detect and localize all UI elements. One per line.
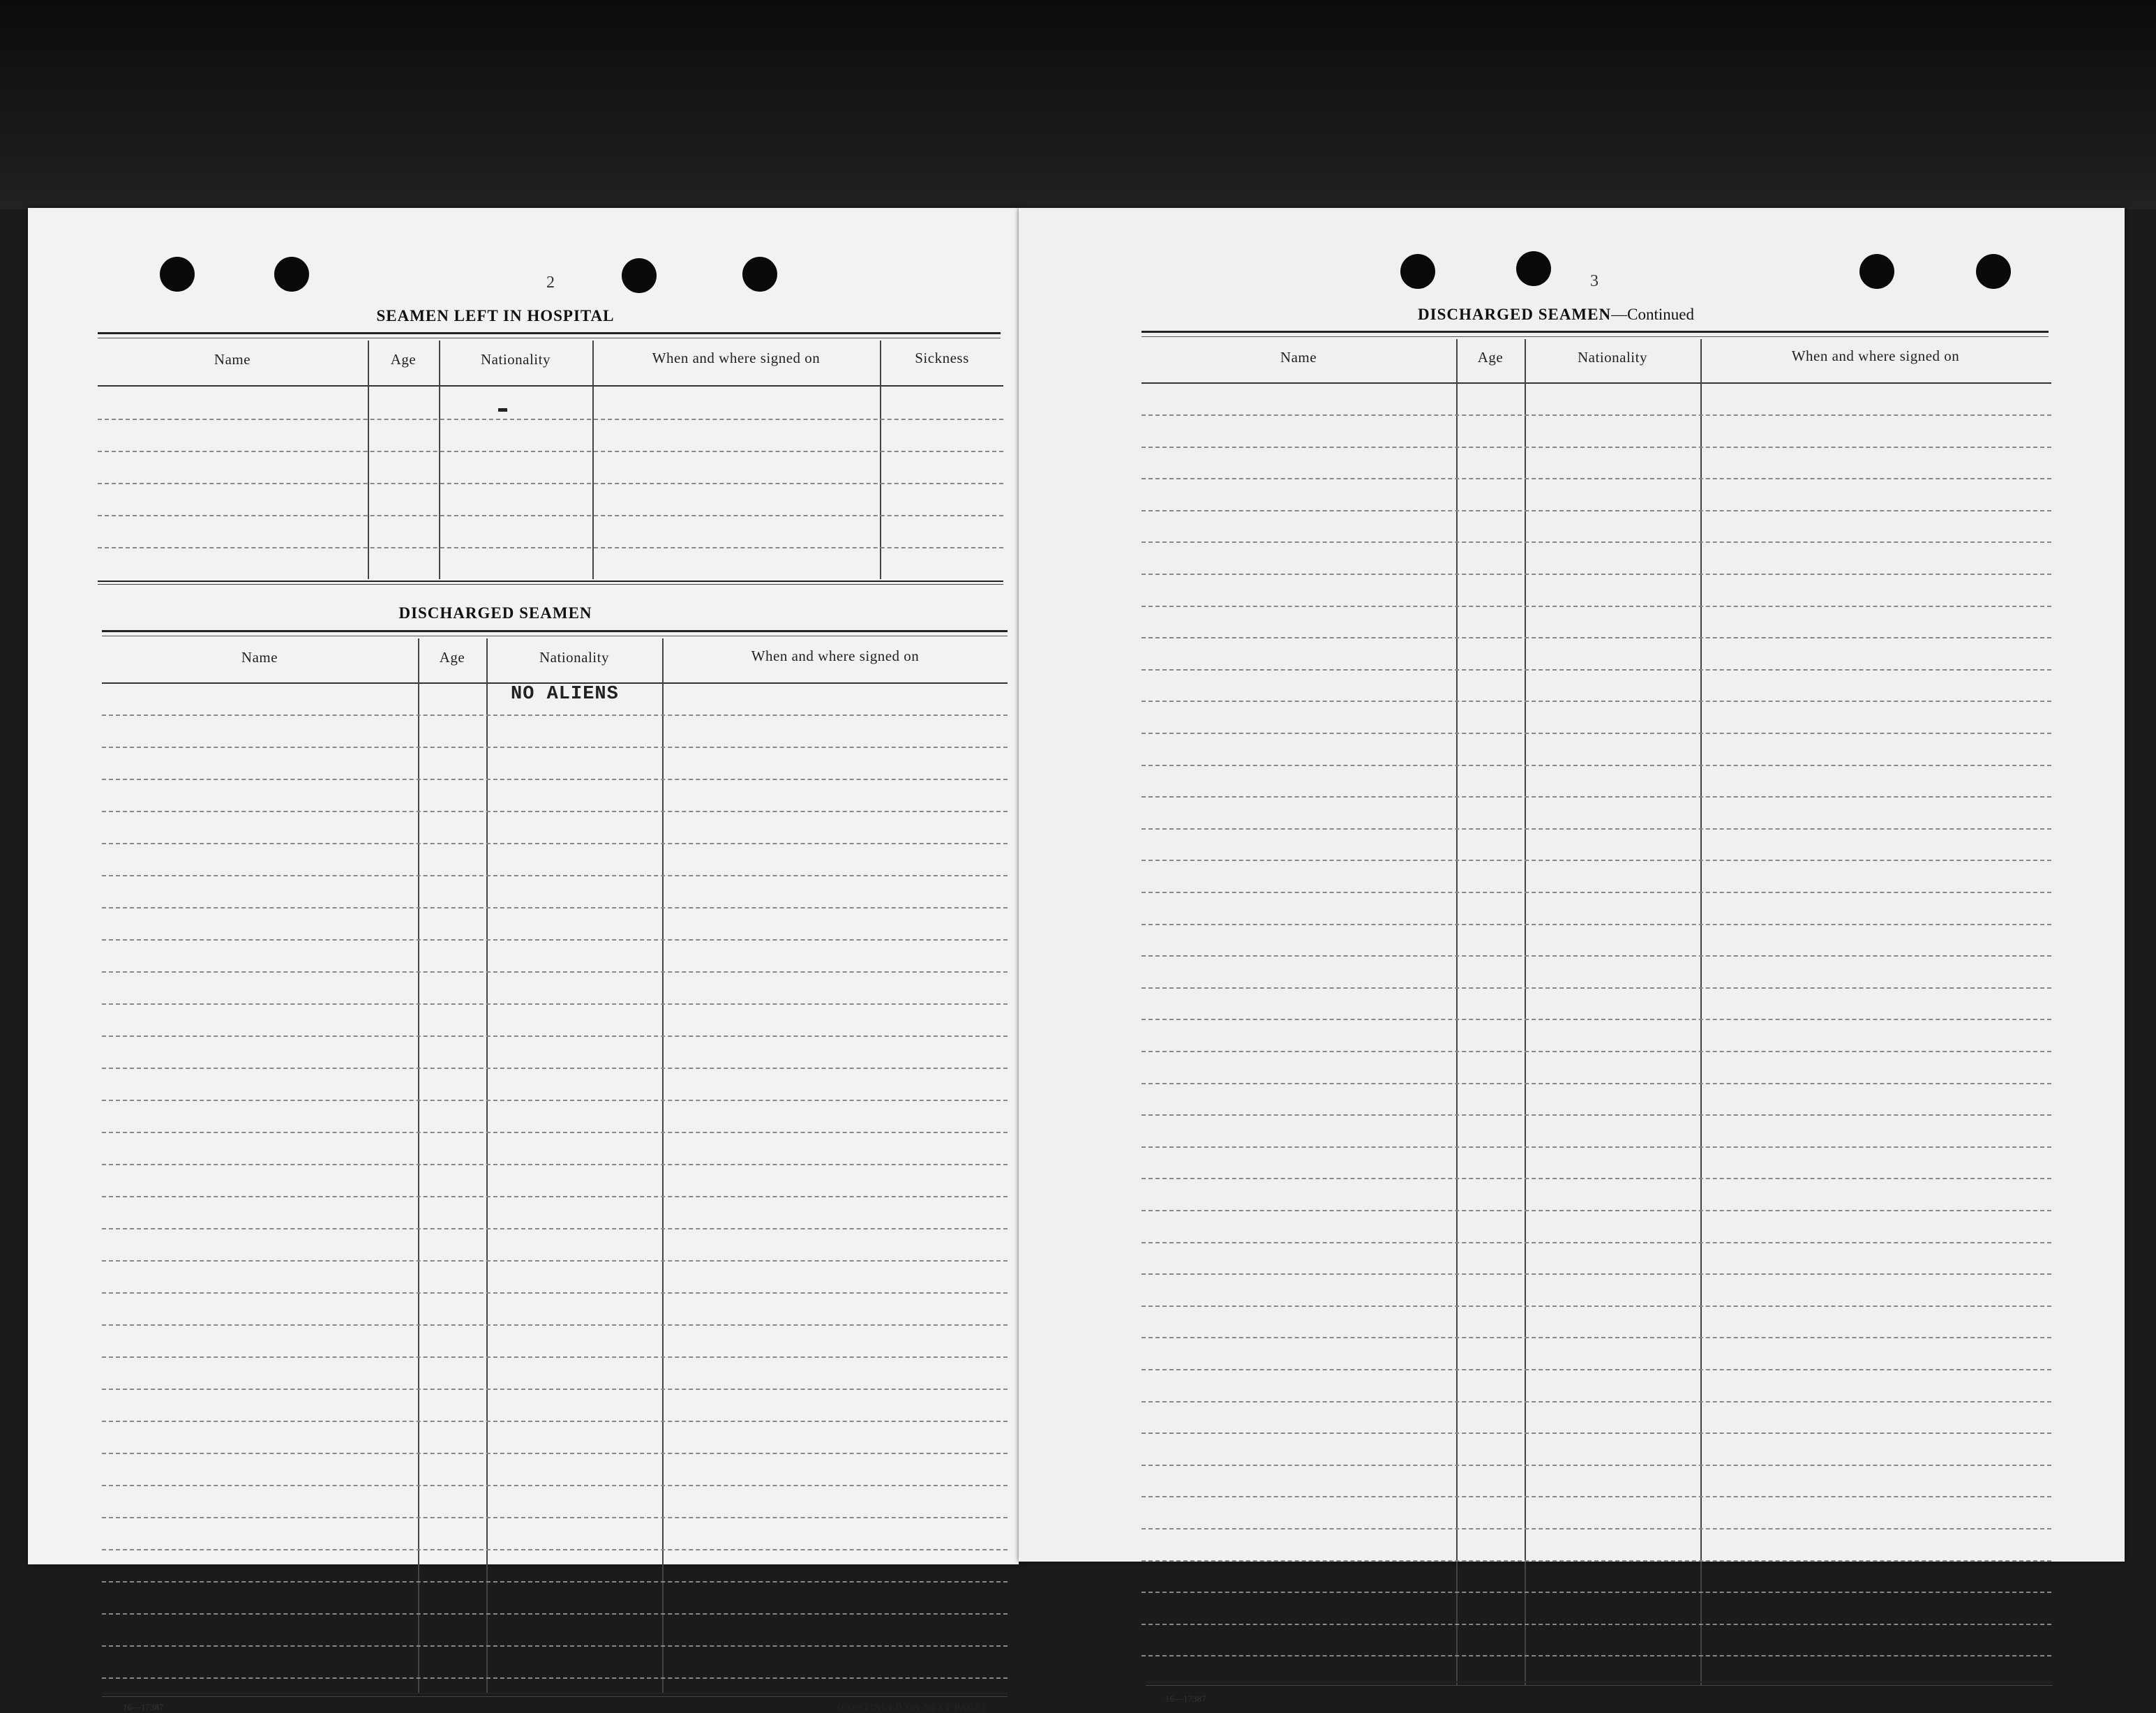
row-line xyxy=(1141,1337,2051,1338)
title-rule xyxy=(102,630,1008,636)
continued-note: [CONTINUED ON NEXT PAGE] xyxy=(837,1702,986,1712)
row-line xyxy=(1141,478,2051,479)
punch-hole xyxy=(1400,254,1435,289)
form-number: 16—17387 xyxy=(123,1702,164,1712)
row-line xyxy=(102,1324,1008,1326)
row-line xyxy=(1141,574,2051,575)
row-line xyxy=(102,1068,1008,1069)
row-line xyxy=(1141,1210,2051,1211)
row-line xyxy=(1141,606,2051,607)
row-line xyxy=(1141,414,2051,416)
column-header: Age xyxy=(390,351,417,368)
row-line xyxy=(1141,1433,2051,1434)
row-line xyxy=(1141,828,2051,830)
punch-hole xyxy=(1516,251,1551,286)
row-line xyxy=(102,1613,1008,1615)
row-line xyxy=(1141,765,2051,766)
row-line xyxy=(102,939,1008,941)
row-line xyxy=(102,1132,1008,1133)
row-line xyxy=(1141,1083,2051,1084)
column-header: Nationality xyxy=(1578,349,1647,366)
column-header: Age xyxy=(1477,349,1504,366)
row-line xyxy=(1141,1178,2051,1179)
row-line xyxy=(1141,924,2051,925)
row-line xyxy=(1141,1401,2051,1402)
hospital-section-title: SEAMEN LEFT IN HOSPITAL xyxy=(376,307,615,324)
row-line xyxy=(1141,1273,2051,1275)
row-line xyxy=(102,1421,1008,1422)
column-header: Name xyxy=(1280,349,1317,366)
row-line xyxy=(98,515,1003,516)
title-rule xyxy=(98,332,1001,338)
row-line xyxy=(1141,1528,2051,1529)
row-line xyxy=(98,547,1003,548)
row-line xyxy=(1141,733,2051,734)
row-line xyxy=(1141,1114,2051,1116)
column-header: Name xyxy=(241,649,278,666)
row-line xyxy=(102,1100,1008,1101)
row-line xyxy=(102,1356,1008,1358)
row-line xyxy=(102,843,1008,844)
row-line xyxy=(1141,701,2051,702)
row-line xyxy=(102,1164,1008,1165)
title-suffix: —Continued xyxy=(1611,306,1694,323)
row-line xyxy=(1141,892,2051,893)
column-divider xyxy=(418,638,419,1693)
row-line xyxy=(102,1581,1008,1583)
column-header: When and where signed on xyxy=(1791,347,1960,364)
column-header: Nationality xyxy=(539,649,609,666)
row-line xyxy=(102,747,1008,748)
row-line xyxy=(1141,1465,2051,1466)
column-divider xyxy=(368,341,369,579)
row-line xyxy=(1141,1242,2051,1243)
row-line xyxy=(1141,796,2051,798)
page-3 xyxy=(1019,208,2125,1704)
column-divider xyxy=(592,341,594,579)
column-divider xyxy=(662,638,664,1693)
punch-hole xyxy=(1976,254,2011,289)
row-line xyxy=(1141,1019,2051,1020)
row-line xyxy=(102,1485,1008,1486)
row-line xyxy=(102,1645,1008,1647)
punch-hole xyxy=(160,257,195,292)
row-line xyxy=(102,1035,1008,1037)
punch-hole xyxy=(274,257,309,292)
row-line xyxy=(1141,955,2051,957)
row-line xyxy=(102,875,1008,876)
nationality-entry: NO ALIENS xyxy=(511,684,619,705)
page-number: 2 xyxy=(546,274,555,292)
header-rule xyxy=(1141,382,2051,384)
row-line xyxy=(98,483,1003,484)
row-line xyxy=(1141,1624,2051,1625)
row-line xyxy=(1141,1496,2051,1497)
row-line xyxy=(1141,637,2051,638)
punch-hole xyxy=(742,257,777,292)
row-line xyxy=(1141,1146,2051,1148)
page-2 xyxy=(28,208,1019,1712)
row-line xyxy=(102,907,1008,908)
form-number: 16—17387 xyxy=(1165,1693,1206,1704)
row-line xyxy=(102,1549,1008,1550)
nationality-dash-mark xyxy=(498,408,507,412)
discharged-section-title: DISCHARGED SEAMEN xyxy=(398,604,592,622)
row-line xyxy=(1141,510,2051,511)
column-header: Name xyxy=(214,351,251,368)
row-line xyxy=(102,715,1008,716)
column-header: Sickness xyxy=(915,350,969,366)
table-bottom-rule xyxy=(98,581,1003,585)
column-header: When and where signed on xyxy=(652,350,821,366)
header-rule xyxy=(98,385,1003,387)
row-line xyxy=(102,1260,1008,1262)
table-bottom-rule xyxy=(102,1693,1008,1697)
title-main: DISCHARGED SEAMEN xyxy=(1418,306,1612,323)
row-line xyxy=(1141,541,2051,543)
row-line xyxy=(98,419,1003,420)
row-line xyxy=(98,451,1003,452)
column-header: When and where signed on xyxy=(751,648,920,664)
punch-hole xyxy=(622,258,657,293)
discharged-continued-title xyxy=(1382,306,1730,324)
row-line xyxy=(1141,669,2051,671)
row-line xyxy=(102,1677,1008,1679)
row-line xyxy=(1141,987,2051,989)
row-line xyxy=(1141,860,2051,861)
row-line xyxy=(102,1292,1008,1294)
table-bottom-rule xyxy=(1146,1682,2053,1686)
column-divider xyxy=(880,341,881,579)
row-line xyxy=(102,1389,1008,1390)
column-divider xyxy=(486,638,488,1693)
row-line xyxy=(102,971,1008,973)
row-line xyxy=(102,1228,1008,1229)
row-line xyxy=(1141,1655,2051,1656)
column-header: Age xyxy=(439,649,465,666)
row-line xyxy=(1141,1560,2051,1562)
row-line xyxy=(102,1003,1008,1005)
dark-backdrop xyxy=(0,0,2156,209)
row-line xyxy=(1141,447,2051,448)
row-line xyxy=(1141,1051,2051,1052)
punch-hole xyxy=(1859,254,1894,289)
row-line xyxy=(102,1196,1008,1197)
column-header: Nationality xyxy=(481,351,551,368)
title-rule xyxy=(1141,331,2049,337)
column-divider xyxy=(439,341,440,579)
page-number: 3 xyxy=(1590,272,1599,290)
row-line xyxy=(102,1517,1008,1518)
row-line xyxy=(102,811,1008,812)
row-line xyxy=(102,779,1008,780)
row-line xyxy=(1141,1369,2051,1370)
row-line xyxy=(1141,1306,2051,1307)
row-line xyxy=(102,1453,1008,1454)
